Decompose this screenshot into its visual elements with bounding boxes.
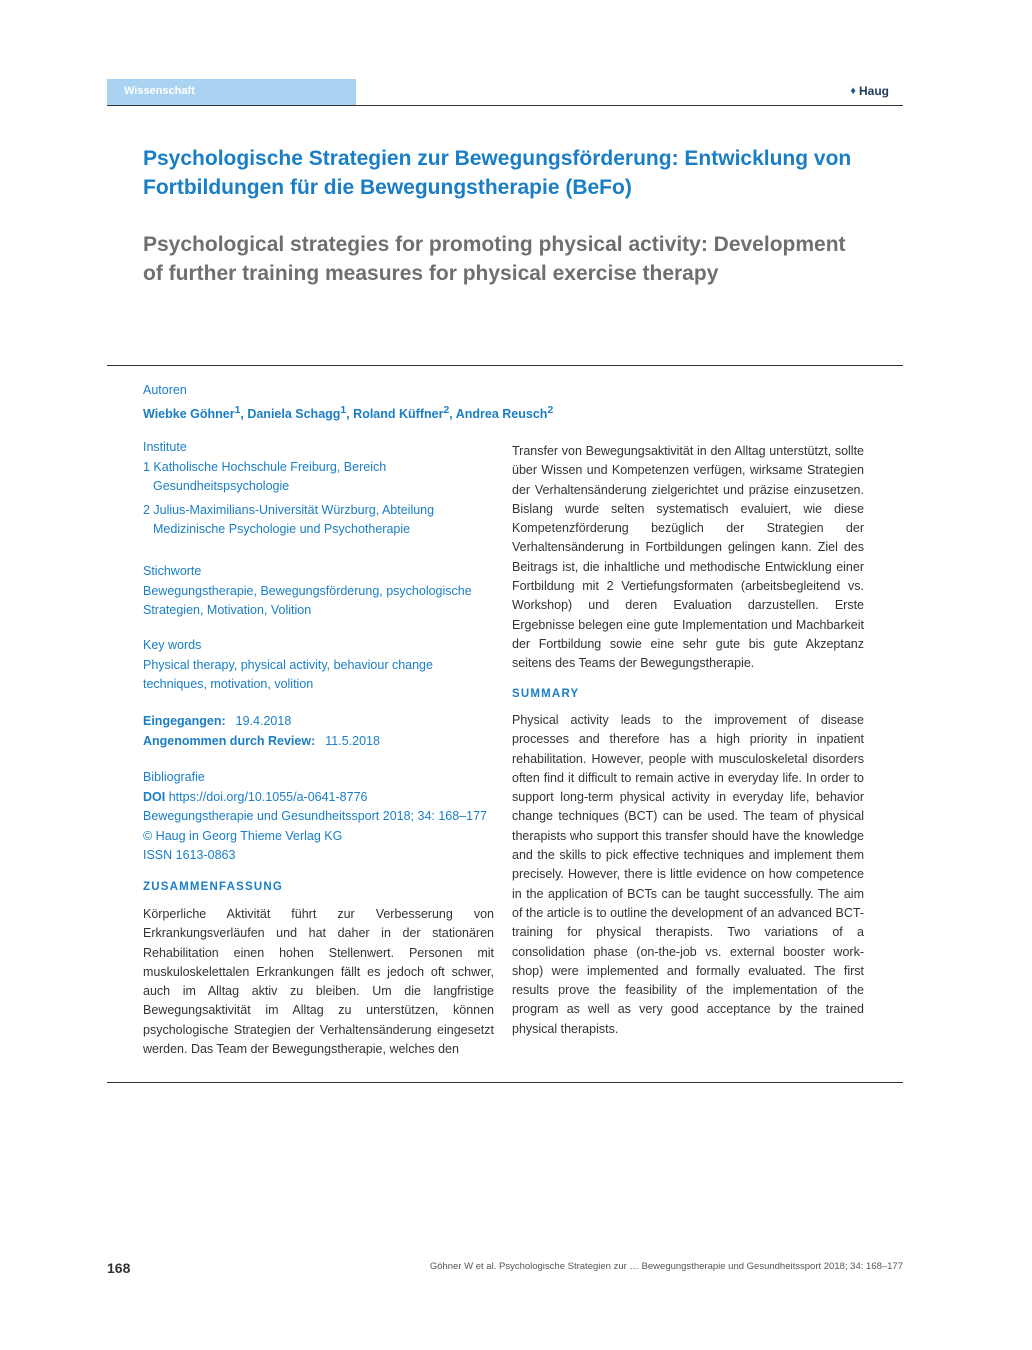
author-affiliation: 1 xyxy=(340,404,347,416)
author-name: Wiebke Göhner xyxy=(143,406,235,421)
institutes-block xyxy=(143,438,463,540)
zusammenfassung-text-left: Körperliche Aktivität führt zur Verbesserung von Erkrankungsverläufen und hat daher in der stationären Rehabilitation einen hohen Stellenwert. Personen mit muskuloskelettalen Erkrankungen fällt es jedoch oft schwer, auch im Alltag aktiv zu bleiben. Um die langfristige Bewegungsaktivität im Alltag zu unterstützen, können psychologische Strategien der Verhaltensänderung eingesetzt werden. Das Team der Bewegungstherapie, welches den xyxy=(143,907,494,1057)
title-german: Psychologische Strategien zur Bewegungsförderung: Entwicklung von Fortbildungen für die Bewegungstherapie (BeFo) xyxy=(143,147,852,199)
author-name: Daniela Schagg xyxy=(247,406,341,421)
institute-item: 1 Katholische Hochschule Freiburg, Bereich Gesundheitspsychologie xyxy=(143,459,387,493)
authors-label: Autoren xyxy=(143,383,187,397)
section-label: Wissenschaft xyxy=(107,79,356,106)
journal-citation: Bewegungstherapie und Gesundheitssport 2018; 34: 168–177 xyxy=(143,809,488,823)
summary-heading: SUMMARY xyxy=(512,688,580,700)
issn-line: ISSN 1613-0863 xyxy=(143,848,236,862)
stichworte-label: Stichworte xyxy=(143,564,202,578)
publisher-name: Haug xyxy=(859,84,889,98)
dates-block xyxy=(143,712,488,751)
copyright-line: © Haug in Georg Thieme Verlag KG xyxy=(143,828,343,843)
top-divider xyxy=(107,365,903,366)
stichworte-text: Bewegungstherapie, Bewegungsförderung, psychologische Strategien, Motivation, Volition xyxy=(143,583,472,617)
bottom-divider xyxy=(107,1082,903,1083)
accepted-date: 11.5.2018 xyxy=(325,733,380,748)
author-affiliation: 2 xyxy=(443,404,450,416)
keywords-block xyxy=(143,636,463,695)
author-name: Roland Küffner xyxy=(353,406,444,421)
author-name: Andrea Reusch xyxy=(455,406,548,421)
header-divider xyxy=(107,105,903,106)
bibliography-label: Bibliografie xyxy=(143,770,205,784)
authors-block xyxy=(143,381,903,424)
summary-text: Physical activity leads to the improvement of disease processes and therefore has a high priority in inpatient rehabilitation. However, people with musculoskeletal disorders often find it difficult to remain active in everyday life. In order to support long-term physical activity in everyday life, behavior change techniques (BCT) can be used. The team of physical therapists who support this transfer should have the knowledge and the skills to pick effective techniques and implement them precisely. However, there is little evidence on how competence in the application of BCTs can be taught successfully. The aim of the article is to outline the development of an advanced BCT-training for physical therapists. Two variations of a consolidation phase (on-the-job vs. external booster work-shop) were implemented and formally evaluated. The first results prove the feasibility of the implementation of the program as well as very good acceptance by the trained physical therapists. xyxy=(512,713,864,1036)
bibliography-block xyxy=(143,768,503,866)
page-number: 168 xyxy=(107,1260,131,1276)
doi-label: DOI xyxy=(143,789,166,804)
institutes-label: Institute xyxy=(143,440,187,454)
title-english: Psychological strategies for promoting physical activity: Development of further training measures for physical exercise therapy xyxy=(143,233,846,285)
accepted-label: Angenommen durch Review: xyxy=(143,733,316,748)
received-date: 19.4.2018 xyxy=(235,714,292,728)
stichworte-block xyxy=(143,562,488,621)
footer-citation: Göhner W et al. Psychologische Strategien zur … Bewegungstherapie und Gesundheitssport 2018; 34: 168–177 xyxy=(429,1261,903,1272)
received-label: Eingegangen: xyxy=(143,714,226,728)
author-affiliation: 1 xyxy=(234,404,241,416)
zusammenfassung-text-right: Transfer von Bewegungsaktivität in den Alltag unterstützt, sollte über Wissen und Kompetenzen verfügen, wirksame Strategien der Verhaltensänderung zielgerichtet und präzise einzusetzen. Bislang wurde selten systematisch evaluiert, wie diese Kompetenzförderung bezüglich der Strategien der Verhaltensänderung in Fortbildungen gelingen kann. Ziel des Beitrags ist, die inhaltliche und methodische Entwicklung einer Fortbildung mit 2 Vertiefungsformaten (arbeitsbegleitend vs. Workshop) und deren Evaluation darzustellen. Erste Ergebnisse belegen eine gute Implementation und Machbarkeit der Fortbildung sowie eine sehr gute bis gute Akzeptanz seitens des Teams der Bewegungstherapie. xyxy=(512,444,864,671)
author-affiliation: 2 xyxy=(547,404,554,416)
publisher-logo xyxy=(850,84,889,98)
zusammenfassung-heading: ZUSAMMENFASSUNG xyxy=(143,881,284,893)
institute-item: 2 Julius-Maximilians-Universität Würzburg, Abteilung Medizinische Psychologie und Psychotherapie xyxy=(143,502,435,536)
crest-icon: ♦ xyxy=(850,85,856,97)
authors-list: Wiebke Göhner$^1$, Daniela Schagg$^1$, Roland Küffner$^2$, Andrea Reusch$^2$ xyxy=(143,404,554,421)
keywords-label: Key words xyxy=(143,638,202,652)
doi-link[interactable]: https://doi.org/10.1055/a-0641-8776 xyxy=(168,789,368,804)
keywords-text: Physical therapy, physical activity, behaviour change techniques, motivation, volition xyxy=(143,657,433,691)
